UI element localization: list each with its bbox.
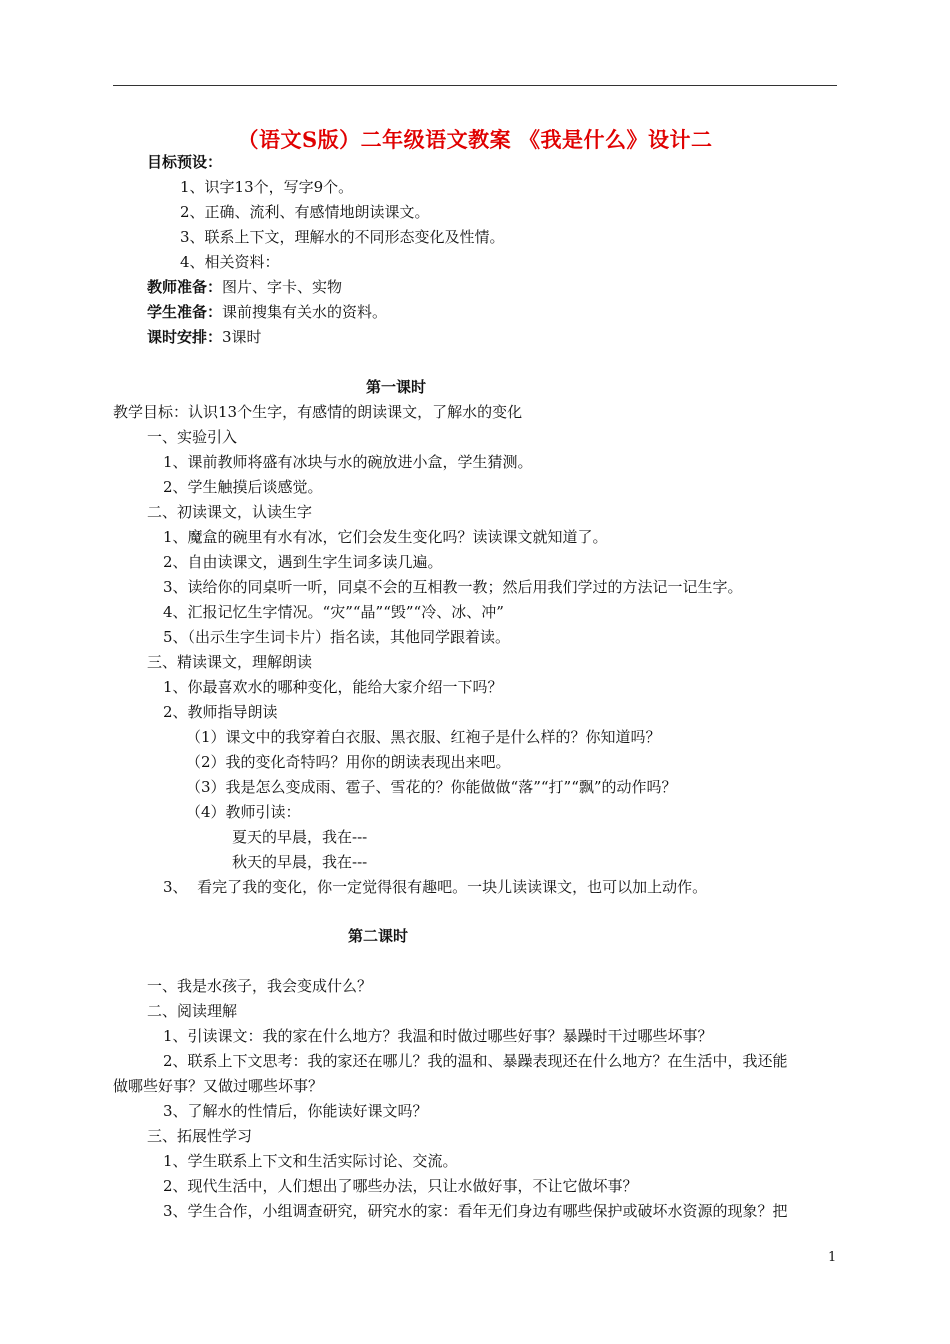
- schedule-value: 3课时: [222, 328, 262, 346]
- lesson2-line: 3、了解水的性情后，你能读好课文吗？: [163, 1102, 428, 1120]
- lesson1-line: 1、你最喜欢水的哪种变化，能给大家介绍一下吗？: [163, 678, 503, 696]
- lesson1-line: （1）课文中的我穿着白衣服、黑衣服、红袍子是什么样的？你知道吗？: [186, 728, 661, 746]
- goal-item: 3、联系上下文，理解水的不同形态变化及性情。: [180, 228, 505, 246]
- schedule-label: 课时安排：: [147, 328, 223, 346]
- lesson1-line: 教学目标：认识13个生字，有感情的朗读课文，了解水的变化: [113, 403, 523, 421]
- lesson2-line: 3、学生合作，小组调查研究，研究水的家：看年无们身边有哪些保护或破坏水资源的现象？把: [163, 1202, 788, 1220]
- lesson1-line: 2、自由读课文，遇到生字生词多读几遍。: [163, 553, 443, 571]
- lesson1-line: 2、学生触摸后谈感觉。: [163, 478, 323, 496]
- lesson1-line: （3）我是怎么变成雨、雹子、雪花的？你能做做“落”“打”“飘”的动作吗？: [186, 778, 677, 796]
- lesson1-heading: 第一课时: [366, 378, 427, 396]
- header-rule: [113, 85, 837, 86]
- lesson2-heading: 第二课时: [348, 927, 409, 945]
- lesson2-line: 一、我是水孩子，我会变成什么？: [147, 977, 373, 995]
- lesson2-line: 做哪些好事？又做过哪些坏事？: [113, 1077, 324, 1095]
- lesson1-line: 夏天的早晨，我在---: [232, 828, 368, 846]
- lesson1-line: 2、教师指导朗读: [163, 703, 278, 721]
- lesson1-line: 三、精读课文，理解朗读: [147, 653, 313, 671]
- lesson1-line: （2）我的变化奇特吗？用你的朗读表现出来吧。: [186, 753, 511, 771]
- goal-item: 1、识字13个，写字9个。: [180, 178, 354, 196]
- goals-heading: 目标预设：: [147, 153, 223, 171]
- lesson2-line: 1、引读课文：我的家在什么地方？我温和时做过哪些好事？暴躁时干过哪些坏事？: [163, 1027, 713, 1045]
- student-prep-label: 学生准备：: [147, 303, 223, 321]
- lesson1-line: 3、读给你的同桌听一听，同桌不会的互相教一教；然后用我们学过的方法记一记生字。: [163, 578, 743, 596]
- page-number: 1: [828, 1250, 837, 1265]
- goal-item: 4、相关资料：: [180, 253, 280, 271]
- lesson2-line: 三、拓展性学习: [147, 1127, 253, 1145]
- document-title: （语文S版）二年级语文教案 《我是什么》设计二: [237, 127, 713, 152]
- lesson1-line: 1、魔盒的碗里有水有冰，它们会发生变化吗？读读课文就知道了。: [163, 528, 608, 546]
- schedule: [147, 327, 262, 347]
- lesson1-line: 4、汇报记忆生字情况。“灾”“晶”“毁”“冷、冰、冲”: [163, 603, 504, 621]
- lesson2-line: 1、学生联系上下文和生活实际讨论、交流。: [163, 1152, 458, 1170]
- lesson1-line: 二、初读课文，认读生字: [147, 503, 313, 521]
- lesson2-line: 2、现代生活中，人们想出了哪些办法，只让水做好事，不让它做坏事？: [163, 1177, 638, 1195]
- student-prep: [147, 302, 387, 322]
- lesson1-line: 3、 看完了我的变化，你一定觉得很有趣吧。一块儿读读课文，也可以加上动作。: [163, 878, 708, 896]
- teacher-prep: [147, 277, 342, 297]
- goal-item: 2、正确、流利、有感情地朗读课文。: [180, 203, 430, 221]
- lesson1-line: （4）教师引读：: [186, 803, 301, 821]
- teacher-prep-value: 图片、字卡、实物: [222, 278, 343, 296]
- lesson1-line: 5、（出示生字生词卡片）指名读，其他同学跟着读。: [163, 628, 511, 646]
- teacher-prep-label: 教师准备：: [147, 278, 223, 296]
- lesson2-line: 二、阅读理解: [147, 1002, 238, 1020]
- lesson2-line: 2、联系上下文思考：我的家还在哪儿？我的温和、暴躁表现还在什么地方？在生活中，我还能: [163, 1052, 788, 1070]
- student-prep-value: 课前搜集有关水的资料。: [222, 303, 388, 321]
- lesson1-line: 秋天的早晨，我在---: [232, 853, 368, 871]
- lesson1-line: 一、实验引入: [147, 428, 238, 446]
- lesson1-line: 1、课前教师将盛有冰块与水的碗放进小盒，学生猜测。: [163, 453, 533, 471]
